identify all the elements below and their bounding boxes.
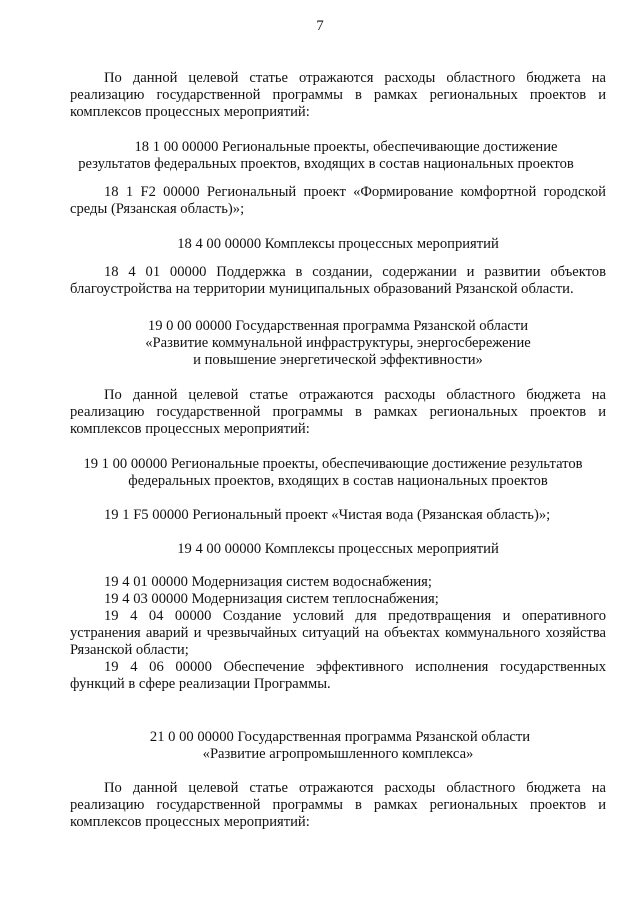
heading-line: 19 0 00 00000 Государственная программа Рязанской области [147,318,529,334]
measures-list [70,574,606,693]
heading-line: 18 1 00 00000 Региональные проекты, обеспечивающие достижение [134,139,558,155]
heading-19-4-complexes: 19 4 00 00000 Комплексы процессных мероприятий [177,541,499,557]
paragraph-19-1-f5: 19 1 F5 00000 Региональный проект «Чистая вода (Рязанская область)»; [104,507,551,523]
heading-line: 19 1 00 00000 Региональные проекты, обеспечивающие достижение результатов [83,456,583,472]
page-number: 7 [316,18,324,34]
paragraph-budget-19: По данной целевой статье отражаются расходы областного бюджета на реализацию государственной программы в рамках региональных проектов и комплексов процессных мероприятий: [70,387,606,437]
heading-line: «Развитие коммунальной инфраструктуры, энергосбережение [145,335,531,351]
paragraph-18-4-01: 18 4 01 00000 Поддержка в создании, содержании и развитии объектов благоустройства на территории муниципальных образований Рязанской области. [70,264,606,297]
heading-18-4-complexes: 18 4 00 00000 Комплексы процессных мероприятий [177,236,499,252]
paragraph-budget-18: По данной целевой статье отражаются расходы областного бюджета на реализацию государственной программы в рамках региональных проектов и комплексов процессных мероприятий: [70,70,606,120]
heading-line: результатов федеральных проектов, входящих в состав национальных проектов [78,156,574,172]
heading-19-1-regional-projects [70,456,606,490]
heading-line: федеральных проектов, входящих в состав национальных проектов [128,473,548,489]
list-item: 19 4 03 00000 Модернизация систем теплоснабжения; [104,591,439,607]
list-item: 19 4 06 00000 Обеспечение эффективного исполнения государственных функций в сфере реализации Программы. [70,659,606,692]
heading-line: 21 0 00 00000 Государственная программа Рязанской области [149,729,531,745]
list-item: 19 4 01 00000 Модернизация систем водоснабжения; [104,574,432,590]
paragraph-budget-21: По данной целевой статье отражаются расходы областного бюджета на реализацию государственной программы в рамках региональных проектов и комплексов процессных мероприятий: [70,780,606,830]
heading-19-state-program [70,318,606,369]
list-item: 19 4 04 00000 Создание условий для предотвращения и оперативного устранения аварий и чрезвычайных ситуаций на объектах коммунального хозяйства Рязанской области; [70,608,606,658]
paragraph-18-1-f2: 18 1 F2 00000 Региональный проект «Формирование комфортной городской среды (Рязанская область)»; [70,184,606,217]
heading-line: «Развитие агропромышленного комплекса» [202,746,474,762]
heading-21-state-program [70,729,606,763]
heading-line: и повышение энергетической эффективности» [193,352,483,368]
heading-18-1-regional-projects [70,139,606,173]
